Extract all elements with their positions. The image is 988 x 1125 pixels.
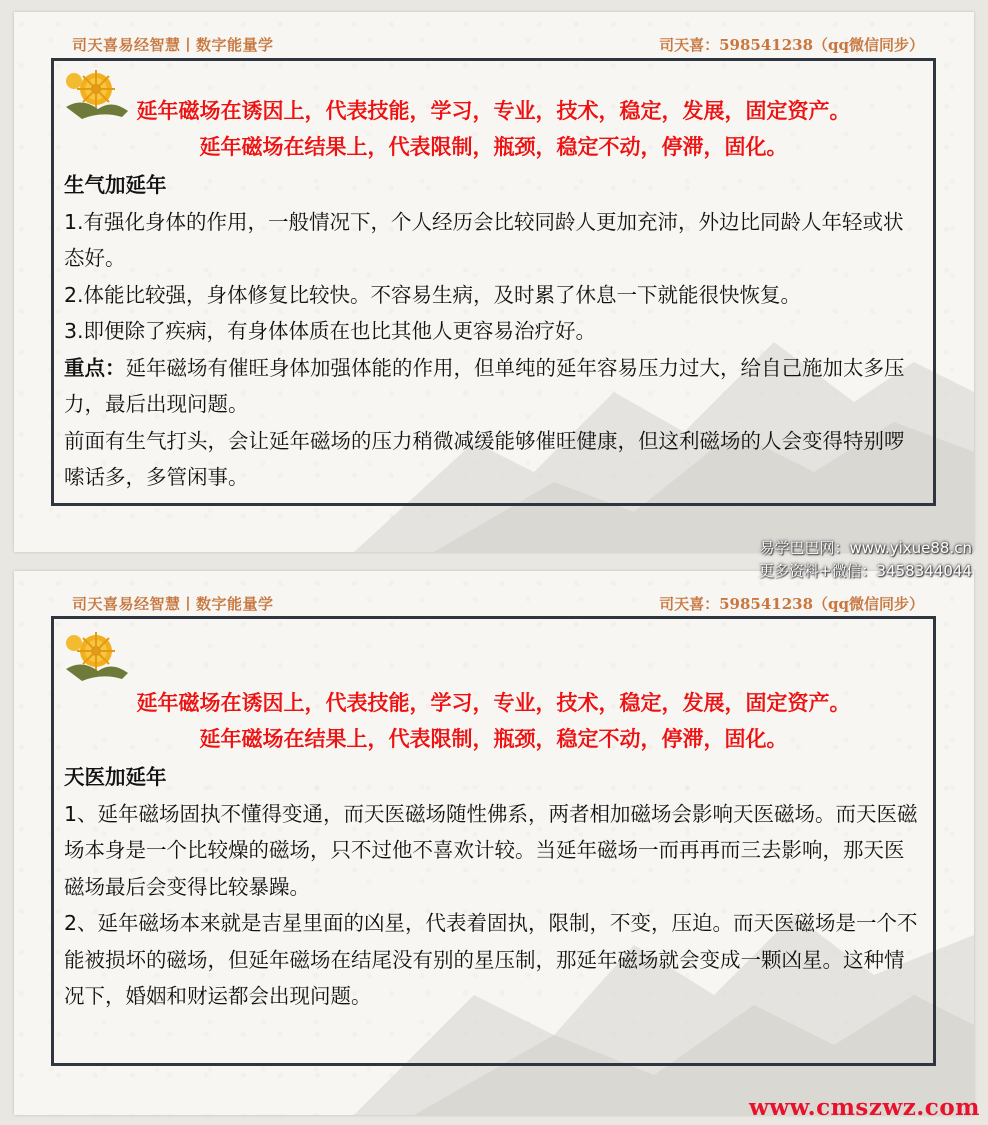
body-text	[64, 167, 919, 496]
paragraph-1: 1、延年磁场固执不懂得变通，而天医磁场随性佛系，两者相加磁场会影响天医磁场。而天医磁场本身是一个比较燥的磁场，只不过他不喜欢计较。当延年磁场一而再再而三去影响，那天医磁场最后会变得比较暴躁。	[64, 801, 918, 899]
contact-info: 司天喜：598541238（qq微信同步）	[659, 595, 924, 613]
section-heading: 生气加延年	[64, 173, 167, 197]
slide-2	[14, 571, 974, 1115]
chrysanthemum-icon	[62, 629, 134, 687]
paragraph-3: 3.即便除了疾病，有身体体质在也比其他人更容易治疗好。	[64, 319, 597, 343]
brand-title: 司天喜易经智慧丨数字能量学	[72, 595, 274, 613]
content-frame	[51, 58, 936, 506]
paragraph-key	[64, 350, 919, 423]
key-label: 重点：	[64, 355, 126, 380]
body-text	[64, 759, 919, 1015]
site-link[interactable]: www.cmszwz.com	[749, 1094, 980, 1121]
paragraph-5: 前面有生气打头，会让延年磁场的压力稍微减缓能够催旺健康，但这利磁场的人会变得特别啰嗦话多，多管闲事。	[64, 428, 905, 489]
watermark	[759, 537, 972, 583]
red-line-1: 延年磁场在诱因上，代表技能，学习，专业，技术，稳定，发展，固定资产。	[136, 691, 851, 715]
brand-title: 司天喜易经智慧丨数字能量学	[72, 36, 274, 54]
section-heading: 天医加延年	[64, 765, 167, 789]
paragraph-2: 2、延年磁场本来就是吉星里面的凶星，代表着固执，限制，不变，压迫。而天医磁场是一个不能被损坏的磁场，但延年磁场在结尾没有别的星压制，那延年磁场就会变成一颗凶星。这种情况下，婚姻和财运都会出现问题。	[64, 911, 918, 1008]
red-line-2: 延年磁场在结果上，代表限制，瓶颈，稳定不动，停滞，固化。	[199, 727, 788, 751]
red-line-1: 延年磁场在诱因上，代表技能，学习，专业，技术，稳定，发展，固定资产。	[136, 99, 851, 123]
contact-info: 司天喜：598541238（qq微信同步）	[659, 36, 924, 54]
key-text: 延年磁场有催旺身体加强体能的作用，但单纯的延年容易压力过大，给自己施加太多压力，最后出现问题。	[64, 355, 905, 416]
watermark-line-2: 更多资料+微信：3458344044	[758, 562, 972, 580]
red-line-2: 延年磁场在结果上，代表限制，瓶颈，稳定不动，停滞，固化。	[199, 135, 788, 159]
slide-1	[14, 12, 974, 552]
content-frame	[51, 616, 936, 1066]
paragraph-2: 2.体能比较强，身体修复比较快。不容易生病，及时累了休息一下就能很快恢复。	[64, 282, 802, 307]
watermark-line-1: 易学巴巴网：www.yixue88.cn	[759, 539, 972, 557]
paragraph-1: 1.有强化身体的作用，一般情况下，个人经历会比较同龄人更加充沛，外边比同龄人年轻或状态好。	[64, 209, 904, 270]
